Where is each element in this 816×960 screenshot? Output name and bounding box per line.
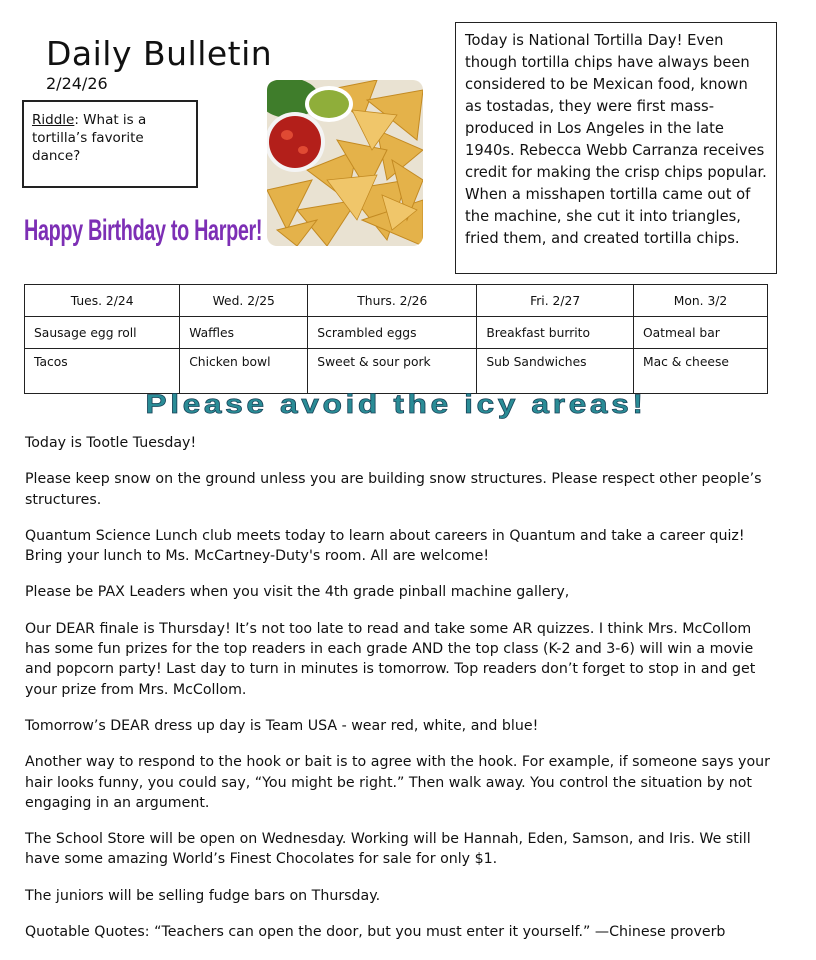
menu-item: Mac & cheese (633, 349, 767, 394)
announcement: Today is Tootle Tuesday! (25, 435, 197, 451)
announcement: Please keep snow on the ground unless you are building snow structures. Please respect other people’s structures. (25, 471, 762, 508)
menu-day: Wed. 2/25 (180, 285, 308, 317)
announcement: The School Store will be open on Wednesday. Working will be Hannah, Eden, Samson, and Iris. We still have some amazing World’s Finest Chocolates for sale for only $1. (25, 831, 751, 868)
menu-day: Mon. 3/2 (633, 285, 767, 317)
menu-item: Sausage egg roll (25, 317, 180, 349)
announcements (25, 433, 775, 958)
menu-lunch-row (25, 349, 768, 394)
riddle-label: Riddle (32, 112, 75, 128)
announcement: Quantum Science Lunch club meets today to learn about careers in Quantum and take a career quiz! Bring your lunch to Ms. McCartney-Duty's room. All are welcome! (25, 527, 745, 565)
menu-item: Scrambled eggs (308, 317, 477, 349)
tortilla-fact-box: Today is National Tortilla Day! Even though tortilla chips have always been considered to be Mexican food, known as tostadas, they were first mass-produced in Los Angeles in the late 1940s. Rebecca Webb Carranza receives credit for making the crisp chips popular. When a misshapen tortilla came out of the machine, she cut it into triangles, fried them, and created tortilla chips. (455, 22, 777, 274)
menu-day: Thurs. 2/26 (308, 285, 477, 317)
announcement: Another way to respond to the hook or bait is to agree with the hook. For example, if someone says your hair looks funny, you could say, “You might be right.” Then walk away. You control the situation by not engaging in an argument. (25, 754, 770, 811)
menu-item: Tacos (25, 349, 180, 394)
announcement: Our DEAR finale is Thursday! It’s not too late to read and take some AR quizzes. I think Mrs. McCollom has some fun prizes for the top readers in each grade AND the top class (K-2 and 3-6) will win a movie and popcorn party! Last day to turn in minutes is tomorrow. Top readers don’t forget to stop in and get your prize from Mrs. McCollom. (25, 620, 756, 698)
menu-item: Waffles (180, 317, 308, 349)
announcement: Tomorrow’s DEAR dress up day is Team USA - wear red, white, and blue! (25, 717, 539, 734)
menu-item: Oatmeal bar (633, 317, 767, 349)
menu-item: Breakfast burrito (477, 317, 634, 349)
menu-day: Tues. 2/24 (25, 285, 180, 317)
bulletin-title: Daily Bulletin (46, 34, 273, 73)
menu-item: Sweet & sour pork (308, 349, 477, 394)
menu-item: Chicken bowl (180, 349, 308, 394)
announcement: Please be PAX Leaders when you visit the 4th grade pinball machine gallery, (25, 584, 570, 601)
chips-illustration (267, 80, 423, 246)
menu-item: Sub Sandwiches (477, 349, 634, 394)
riddle-box (22, 100, 198, 188)
icy-areas-banner: Please avoid the icy areas! (145, 389, 647, 419)
menu-day: Fri. 2/27 (477, 285, 634, 317)
announcement: The juniors will be selling fudge bars on Thursday. (25, 887, 381, 904)
birthday-message: Happy Birthday to Harper! (24, 214, 263, 247)
riddle-text: : What is a tortilla’s favorite dance? (32, 112, 147, 164)
announcement: Quotable Quotes: “Teachers can open the door, but you must enter it yourself.” —Chinese proverb (25, 924, 726, 941)
menu-breakfast-row (25, 317, 768, 349)
tortilla-chips-photo (267, 80, 423, 246)
bulletin-date: 2/24/26 (46, 74, 108, 93)
lunch-menu-table (24, 284, 768, 394)
menu-days-row (25, 285, 768, 317)
